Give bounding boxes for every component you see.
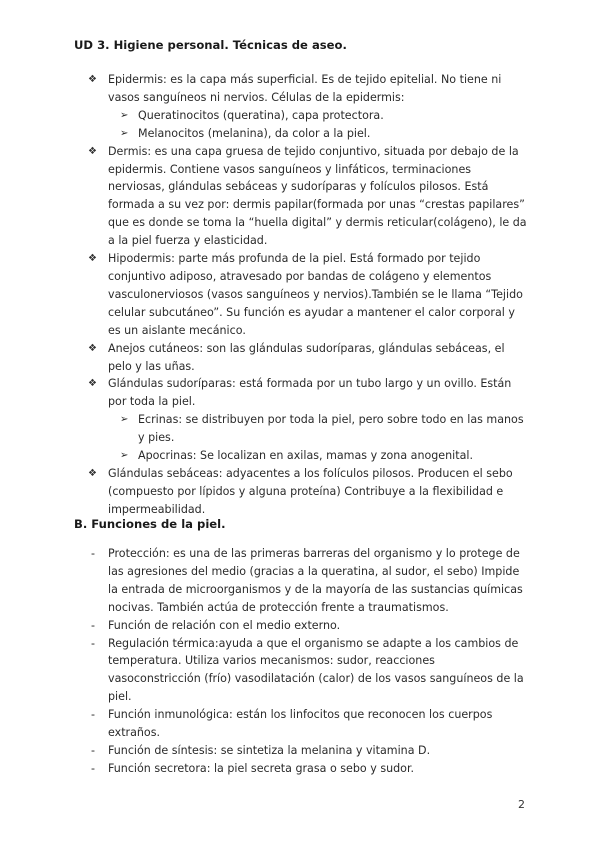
dash-bullet: - (91, 618, 96, 632)
list-item-text: Glándulas sebáceas: adyacentes a los folículos pilosos. Producen el sebo (compuesto por lípidos y alguna proteína) Contribuye a la flexibilidad e impermeabilidad. (108, 466, 513, 516)
list-item (88, 760, 528, 778)
list-item (88, 465, 528, 519)
sub-list-item-text: Ecrinas: se distribuyen por toda la piel, pero sobre todo en las manos y pies. (138, 413, 524, 445)
diamond-bullet-icon: ❖ (88, 378, 97, 390)
list-item (88, 545, 528, 617)
list-item (88, 617, 528, 635)
list-item (88, 375, 528, 411)
diamond-bullet-icon: ❖ (88, 145, 97, 157)
list-item (88, 340, 528, 376)
diamond-bullet-icon: ❖ (88, 253, 97, 265)
diamond-bullet-icon: ❖ (88, 342, 97, 354)
list-item-text: Anejos cutáneos: son las glándulas sudoríparas, glándulas sebáceas, el pelo y las uñas. (108, 341, 505, 373)
list-item (88, 706, 528, 742)
sub-list-item-text: Queratinocitos (queratina), capa protectora. (138, 108, 384, 122)
list-item (88, 71, 528, 107)
list-item-text: Epidermis: es la capa más superficial. Es de tejido epitelial. No tiene ni vasos sanguíneos ni nervios. Células de la epidermis: (108, 73, 502, 104)
arrow-bullet-icon: ➢ (120, 127, 129, 139)
list-item-text: Función de relación con el medio externo. (108, 618, 341, 632)
list-item (88, 742, 528, 760)
list-item-text: Función de síntesis: se sintetiza la melanina y vitamina D. (108, 743, 431, 757)
list-item-text: Dermis: es una capa gruesa de tejido conjuntivo, situada por debajo de la epidermis. Contiene vasos sanguíneos y linfáticos, terminaciones nerviosas, glándulas sebáceas y sudoríparas y folículos pilosos. Está formada a su vez por: dermis papilar(formada por unas “crestas papilares” que es donde se toma la “huella digital” y dermis reticular(colágeno), le da a la piel fuerza y elasticidad. (108, 144, 527, 248)
skin-functions-list (88, 545, 528, 778)
list-item (88, 250, 528, 340)
list-item (88, 635, 528, 707)
list-item-text: Hipodermis: parte más profunda de la piel. Está formado por tejido conjuntivo adiposo, atravesado por bandas de colágeno y elementos vasculonerviosos (vasos sanguíneos y nervios).También se le llama “Tejido celular subcutáneo”. Su función es ayudar a mantener el calor corporal y es un aislante mecánico. (108, 252, 523, 337)
section-heading-ud3: UD 3. Higiene personal. Técnicas de aseo. (74, 38, 347, 52)
arrow-bullet-icon: ➢ (120, 450, 129, 462)
dash-bullet: - (91, 636, 96, 650)
skin-layers-list (88, 71, 528, 519)
page-number: 2 (518, 798, 525, 811)
diamond-bullet-icon: ❖ (88, 74, 97, 85)
arrow-bullet-icon: ➢ (120, 109, 129, 121)
sub-list-item (88, 107, 528, 125)
section-heading-functions: B. Funciones de la piel. (74, 517, 226, 531)
dash-bullet: - (91, 743, 96, 757)
sub-list-item-text: Melanocitos (melanina), da color a la piel. (138, 126, 371, 140)
arrow-bullet-icon: ➢ (120, 414, 129, 426)
list-item-text: Protección: es una de las primeras barreras del organismo y lo protege de las agresiones del medio (gracias a la queratina, al sudor, el sebo) Impide la entrada de microorganismos y de la mayoría de las sustancias químicas nocivas. También actúa de protección frente a traumatismos. (108, 547, 523, 614)
sub-list-item (88, 125, 528, 143)
sub-list-item (88, 411, 528, 447)
list-item-text: Función secretora: la piel secreta grasa o sebo y sudor. (108, 761, 415, 775)
dash-bullet: - (91, 761, 96, 775)
dash-bullet: - (91, 708, 96, 722)
list-item-text: Glándulas sudoríparas: está formada por un tubo largo y un ovillo. Están por toda la piel. (108, 377, 512, 409)
sub-list-item (88, 447, 528, 465)
list-item-text: Función inmunológica: están los linfocitos que reconocen los cuerpos extraños. (108, 708, 493, 740)
diamond-bullet-icon: ❖ (88, 467, 97, 479)
sub-list-item-text: Apocrinas: Se localizan en axilas, mamas y zona anogenital. (138, 449, 474, 463)
dash-bullet: - (91, 547, 96, 560)
list-item-text: Regulación térmica:ayuda a que el organismo se adapte a los cambios de temperatura. Utiliza varios mecanismos: sudor, reacciones vasoconstricción (frío) vasodilatación (calor) de los vasos sanguíneos de la piel. (108, 636, 524, 704)
list-item (88, 143, 528, 250)
